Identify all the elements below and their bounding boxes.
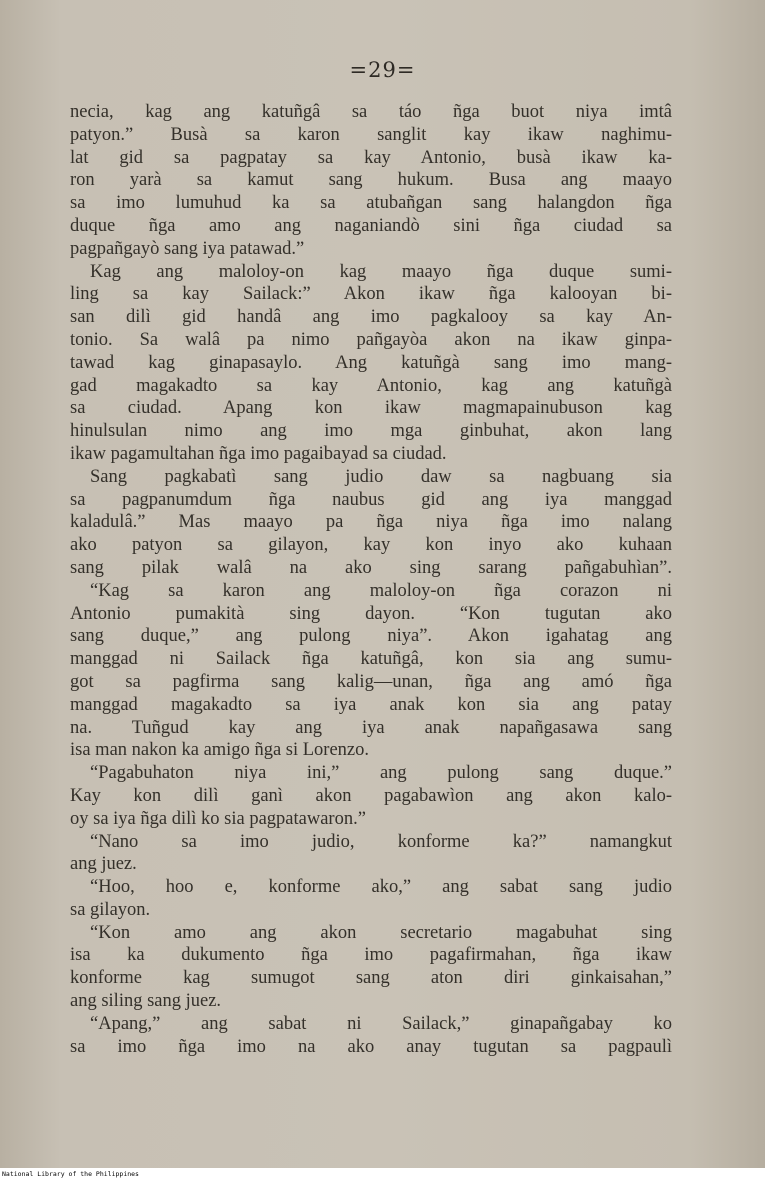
text-line: “Kon amo ang akon secretario magabuhat sing bbox=[90, 922, 672, 943]
text-line: manggad ni Sailack ñga katuñgâ, kon sia ang sumu- bbox=[70, 649, 672, 670]
text-line: tonio. Sa walâ pa nimo pañgayòa akon na ikaw ginpa- bbox=[70, 329, 672, 350]
text-line: “Nano sa imo judio, konforme ka?” namangkut bbox=[90, 831, 672, 852]
text-line: ako patyon sa gilayon, kay kon inyo ako kuhaan bbox=[70, 535, 672, 556]
text-line: Sang pagkabatì sang judio daw sa nagbuang sia bbox=[90, 466, 672, 487]
text-line: “Apang,” ang sabat ni Sailack,” ginapañgabay ko bbox=[90, 1013, 672, 1034]
text-line: pagpañgayò sang iya patawad.” bbox=[70, 238, 305, 259]
text-line: sa pagpanumdum ñga naubus gid ang iya manggad bbox=[70, 489, 672, 510]
text-line: sa imo lumuhud ka sa atubañgan sang halangdon ñga bbox=[70, 193, 672, 214]
text-line: got sa pagfirma sang kalig—unan, ñga ang amó ñga bbox=[70, 671, 672, 692]
page-number: =29= bbox=[349, 58, 416, 82]
text-line: duque ñga amo ang naganiandò sini ñga ciudad sa bbox=[70, 215, 672, 236]
library-credit: National Library of the Philippines bbox=[2, 1170, 139, 1178]
text-line: gad magakadto sa kay Antonio, kag ang katuñgà bbox=[70, 375, 672, 396]
text-line: Antonio pumakità sing dayon. “Kon tugutan ako bbox=[70, 603, 672, 624]
text-line: na. Tuñgud kay ang iya anak napañgasawa sang bbox=[70, 717, 672, 738]
text-line: Kag ang maloloy-on kag maayo ñga duque sumi- bbox=[90, 261, 672, 282]
text-line: ang juez. bbox=[70, 854, 137, 875]
text-line: “Hoo, hoo e, konforme ako,” ang sabat sang judio bbox=[90, 877, 672, 898]
text-line: lat gid sa pagpatay sa kay Antonio, busà ikaw ka- bbox=[70, 147, 672, 168]
text-line: ikaw pagamultahan ñga imo pagaibayad sa ciudad. bbox=[70, 443, 447, 464]
text-line: manggad magakadto sa iya anak kon sia ang patay bbox=[70, 694, 672, 715]
text-line: oy sa iya ñga dilì ko sia pagpatawaron.” bbox=[70, 808, 366, 829]
text-line: isa ka dukumento ñga imo pagafirmahan, ñga ikaw bbox=[70, 945, 672, 966]
text-line: ang siling sang juez. bbox=[70, 991, 222, 1012]
text-line: ron yarà sa kamut sang hukum. Busa ang maayo bbox=[70, 170, 672, 191]
text-line: sang duque,” ang pulong niya”. Akon igahatag ang bbox=[70, 626, 672, 647]
text-line: kaladulâ.” Mas maayo pa ñga niya ñga imo nalang bbox=[70, 512, 672, 533]
text-line: hinulsulan nimo ang imo mga ginbuhat, akon lang bbox=[70, 421, 672, 442]
text-line: Kay kon dilì ganì akon pagabawìon ang akon kalo- bbox=[70, 785, 672, 806]
text-line: “Kag sa karon ang maloloy-on ñga corazon ni bbox=[90, 580, 672, 601]
text-line: necia, kag ang katuñgâ sa táo ñga buot niya imtâ bbox=[70, 102, 672, 122]
text-line: isa man nakon ka amigo ñga si Lorenzo. bbox=[70, 740, 369, 761]
body-text bbox=[70, 101, 672, 1058]
text-line: sang pilak walâ na ako sing sarang pañgabuhìan”. bbox=[70, 557, 672, 578]
text-line: san dilì gid handâ ang imo pagkalooy sa kay An- bbox=[70, 307, 672, 328]
text-line: patyon.” Busà sa karon sanglit kay ikaw naghimu- bbox=[70, 124, 672, 145]
text-line: sa gilayon. bbox=[70, 899, 151, 920]
text-line: “Pagabuhaton niya ini,” ang pulong sang duque.” bbox=[90, 763, 672, 784]
text-line: ling sa kay Sailack:” Akon ikaw ñga kalooyan bi- bbox=[70, 284, 672, 305]
text-line: tawad kag ginapasaylo. Ang katuñgà sang imo mang- bbox=[70, 352, 672, 373]
text-line: sa imo ñga imo na ako anay tugutan sa pagpaulì bbox=[70, 1036, 672, 1057]
text-line: sa ciudad. Apang kon ikaw magmapainubuson kag bbox=[70, 398, 672, 419]
text-line: konforme kag sumugot sang aton diri ginkaisahan,” bbox=[70, 968, 672, 989]
